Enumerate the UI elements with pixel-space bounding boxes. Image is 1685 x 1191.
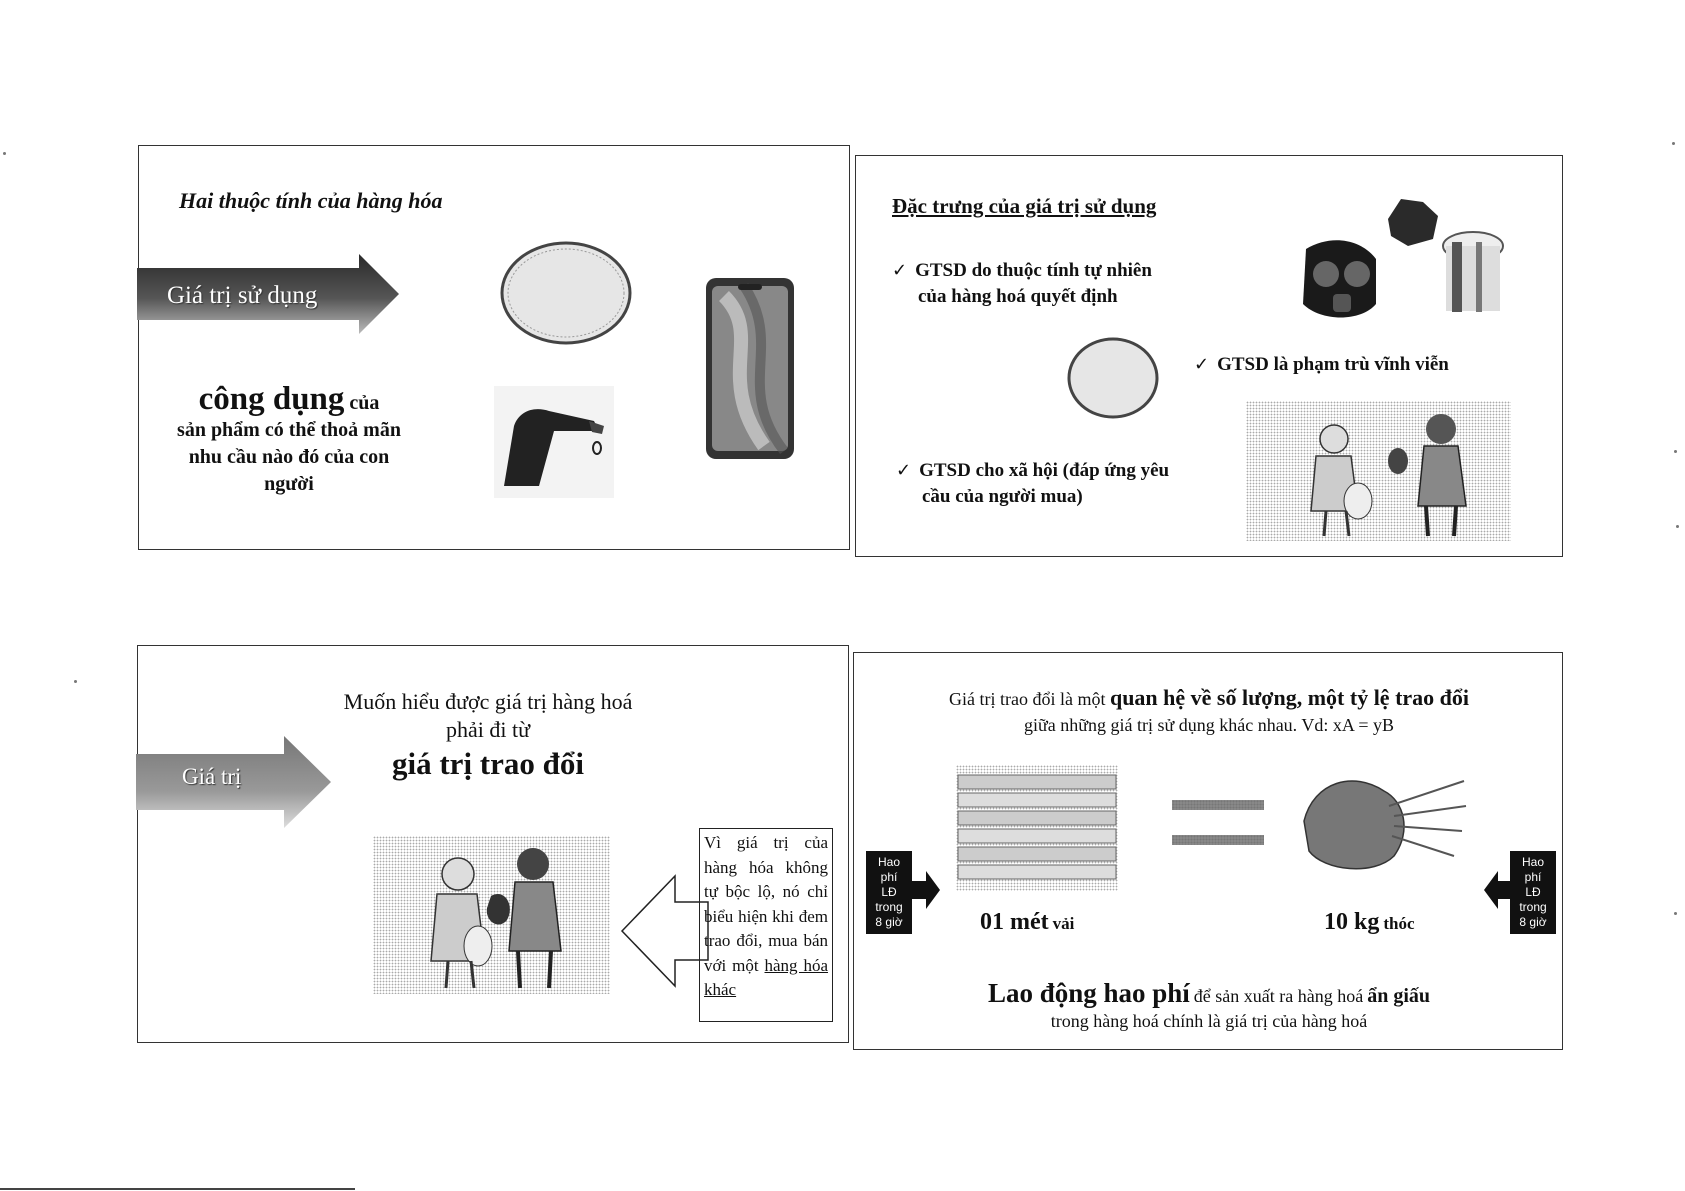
item-rice-label: 10 kg thóc — [1324, 909, 1415, 935]
fuel-nozzle-image — [494, 386, 614, 498]
explanation-text: Vì giá trị của hàng hóa không tự bộc lộ, nó chỉ biểu hiện khi đem trao đổi, mua bán với một — [704, 833, 828, 975]
intro-line-3: giá trị trao đổi — [392, 746, 584, 781]
scan-dot — [1676, 525, 1679, 528]
footer-line — [0, 1188, 355, 1190]
intro-line-2: phải đi từ — [445, 717, 531, 742]
top-line-2: giữa những giá trị sử dụng khác nhau. Vd: xA = yB — [1023, 715, 1395, 735]
top-line-1: Giá trị trao đổi là một quan hệ về số lượng, một tỷ lệ trao đổi — [948, 685, 1470, 710]
check-icon: ✓ — [892, 260, 908, 281]
left-arrow-outline — [620, 874, 710, 988]
slide-two-attributes — [138, 145, 850, 550]
barter-illustration — [1246, 401, 1511, 541]
desc-big: công dụng — [198, 381, 345, 417]
bottom-line-1: Lao động hao phí để sản xuất ra hàng hoá ẩn giấu — [987, 978, 1431, 1008]
arrow-label: Giá trị sử dụng — [167, 282, 318, 309]
explanation-underline: hàng hóa khác — [704, 955, 829, 999]
intro-text — [323, 688, 653, 784]
slide-use-value-features — [855, 155, 1563, 557]
labor-cost-badge-left: Hao phí LĐ trong 8 giờ — [866, 851, 912, 934]
scan-dot — [74, 680, 77, 683]
arrow-label: Giá trị — [182, 764, 242, 789]
gas-mask-image — [1291, 234, 1386, 324]
right-arrow-icon — [912, 871, 940, 909]
rice-bowl-image — [499, 241, 634, 346]
scan-dot — [1674, 912, 1677, 915]
check-icon: ✓ — [1194, 354, 1210, 375]
bullet-natural-property: ✓ GTSD do thuộc tính tự nhiên của hàng hoá quyết định — [892, 260, 1152, 307]
coal-image — [1383, 194, 1443, 249]
scan-dot — [1672, 142, 1675, 145]
intro-line-1: Muốn hiểu được giá trị hàng hoá — [343, 689, 633, 714]
scan-dot — [3, 152, 6, 155]
barter-illustration — [373, 836, 610, 994]
bottom-statement — [854, 978, 1564, 1032]
can-image — [1438, 228, 1508, 323]
check-icon: ✓ — [896, 460, 912, 481]
rice-bowl-image — [1066, 336, 1161, 421]
slide-value — [137, 645, 849, 1043]
left-arrow-icon — [1484, 871, 1512, 909]
smartphone-image — [704, 276, 796, 461]
equals-sign-top — [1172, 800, 1264, 810]
scan-dot — [1674, 450, 1677, 453]
use-value-description — [169, 381, 409, 498]
item-fabric-label: 01 mét vải — [980, 909, 1075, 935]
desc-rest: sản phẩm có thể thoả mãn nhu cầu nào đó của con người — [177, 419, 401, 495]
labor-cost-badge-right: Hao phí LĐ trong 8 giờ — [1510, 851, 1556, 934]
slide-exchange-value — [853, 652, 1563, 1050]
equals-sign-bottom — [1172, 835, 1264, 845]
slide-title: Đặc trưng của giá trị sử dụng — [892, 194, 1157, 218]
slide-title: Hai thuộc tính của hàng hóa — [179, 188, 443, 213]
explanation-box — [699, 828, 833, 1022]
bullet-eternal-category: ✓ GTSD là phạm trù vĩnh viễn — [1194, 354, 1449, 375]
bullet-for-society: ✓ GTSD cho xã hội (đáp ứng yêu cầu của người mua) — [896, 460, 1170, 507]
bottom-line-2: trong hàng hoá chính là giá trị của hàng hoá — [1050, 1011, 1368, 1031]
desc-small: của — [349, 392, 380, 414]
rice-sack-image — [1294, 761, 1469, 879]
fabric-stack-image — [956, 765, 1118, 891]
